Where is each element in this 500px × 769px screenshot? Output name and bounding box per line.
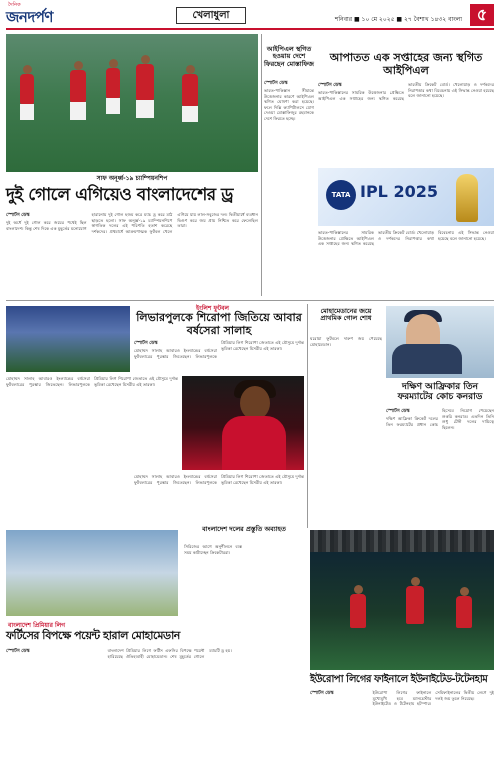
side-story-headline: আইপিএল স্থগিত হওয়ায় দেশে ফিরছেন মোস্তাফিজ — [264, 45, 314, 68]
europa-headline: ইউরোপা লিগের ফাইনালে ইউনাইটেড-টটেনহাম — [310, 674, 488, 685]
player-figure — [70, 70, 86, 102]
salah-headline: লিভারপুলকে শিরোপা জিতিয়ে আবার বর্ষসেরা সালাহ — [136, 311, 302, 337]
side-story-text: ভারত-পাকিস্তান সীমান্তে উত্তেজনার কারণে আইপিএল স্থগিত ঘোষণা করা হয়েছে। ফলে দিল্লি ক্যাপিটালসে যোগ দেওয়া মোস্তাফিজুর রহমানকে দেশে ফিরতে হচ্ছে। — [264, 88, 314, 121]
players-photo — [6, 306, 130, 372]
coach-photo — [386, 306, 494, 378]
salah-body — [134, 340, 304, 374]
cricket-body — [184, 544, 304, 644]
ipl-banner — [318, 168, 494, 226]
ipl-wordmark: IPL 2025 — [360, 182, 438, 201]
fortis-headline: ফর্টিসের বিপক্ষে পয়েন্ট হারাল মোহামেডান — [6, 629, 180, 642]
newspaper-logo: জনদর্পণ — [6, 8, 54, 26]
fortis-body — [6, 648, 306, 764]
salah-text-left: মোহাম্মদ সালাহ আবারও ইংল্যান্ডের বর্ষসেরা ফুটবলারের পুরস্কার জিতেছেন। লিভারপুলকে প্রিমিয়ার লিগ শিরোপা জেতাতে এই মৌসুমে দুর্দান্ত ভূমিকা রেখেছেন মিসরীয় এই তারকা। — [6, 376, 178, 387]
column-rule — [261, 34, 262, 296]
salah-face — [240, 386, 270, 420]
player-figure — [350, 594, 366, 628]
side-story-byline: স্পোর্টস ডেস্ক — [264, 81, 288, 86]
europa-body — [310, 690, 494, 764]
europa-photo — [310, 530, 494, 670]
fortis-byline: স্পোর্টস ডেস্ক — [6, 649, 30, 654]
player-shorts — [136, 100, 154, 118]
salah-text-bottom: মোহাম্মদ সালাহ আবারও ইংল্যান্ডের বর্ষসেরা ফুটবলারের পুরস্কার জিতেছেন। লিভারপুলকে প্রিমিয়ার লিগ শিরোপা জেতাতে এই মৌসুমে দুর্দান্ত ভূমিকা রেখেছেন মিসরীয় এই তারকা। — [134, 474, 304, 485]
coach-jacket — [392, 344, 462, 374]
crowd-strip — [310, 530, 494, 552]
player-figure — [106, 68, 120, 98]
lead-byline: স্পোর্টস ডেস্ক — [6, 213, 30, 218]
salah-text: মোহাম্মদ সালাহ আবারও ইংল্যান্ডের বর্ষসেরা ফুটবলারের পুরস্কার জিতেছেন। লিভারপুলকে প্রিমিয়ার লিগ শিরোপা জেতাতে এই মৌসুমে দুর্দান্ত ভূমিকা রেখেছেন মিসরীয় এই তারকা। — [134, 340, 304, 359]
trophy-icon — [456, 174, 478, 222]
section-tab: খেলাধুলা — [176, 7, 246, 24]
player-shorts — [182, 106, 198, 122]
salah-byline: স্পোর্টস ডেস্ক — [134, 341, 158, 346]
player-shorts — [70, 102, 86, 120]
player-figure — [182, 74, 198, 106]
coach-byline: স্পোর্টস ডেস্ক — [386, 409, 410, 414]
ipl-text-continued: ভারত-পাকিস্তানের সামরিক উত্তেজনার প্রেক্ষিতে আইপিএল এক সপ্তাহের জন্য স্থগিত করেছে ভারতীয় ক্রিকেট বোর্ড। খেলোয়াড় ও দর্শকদের নিরাপত্তার কথা বিবেচনায় এই সিদ্ধান্ত নেওয়া হয়েছে বলে জানানো হয়েছে। — [318, 230, 494, 247]
ipl-headline: আপাতত এক সপ্তাহের জন্য স্থগিত আইপিএল — [329, 51, 483, 77]
ipl-body — [318, 82, 494, 164]
lead-photo — [6, 34, 258, 172]
ipl-body-continued — [318, 230, 494, 296]
cricket-text: সিরিজের আগে অনুশীলনে ব্যস্ত সময় কাটাচ্ছেন ক্রিকেটাররা। — [184, 544, 242, 555]
lead-body — [6, 212, 258, 296]
fortis-section-label: বাংলাদেশ প্রিমিয়ার লিগ — [8, 622, 66, 629]
dateline: শনিবার ■ ১০ মে ২০২৫ ■ ২৭ বৈশাখ ১৪৩২ বাংলা — [334, 16, 462, 23]
player-figure — [20, 74, 34, 104]
salah-body-bottom — [134, 474, 304, 524]
masthead — [6, 4, 494, 30]
ipl-logo: TATA — [326, 180, 356, 210]
lead-headline: দুই গোলে এগিয়েও বাংলাদেশের ড্র — [6, 185, 233, 205]
cricket-headline: বাংলাদেশ দলের প্রস্তুতি অব্যাহত — [202, 525, 286, 533]
brand-prefix: দৈনিক — [8, 2, 21, 8]
small-story-text: ঘরোয়া ফুটবলে দারুণ জয় পেয়েছে মোহামেডান। — [310, 336, 382, 347]
small-story-body — [310, 336, 382, 524]
player-figure — [136, 64, 154, 100]
coach-body — [386, 408, 494, 526]
lead-text: দুই অর্ধে দুই গোল করে জয়ের পথেই ছিল বাংলাদেশ। কিন্তু শেষ দিকে এক মুহূর্তের মনোযোগ হারানোয় দুই গোল হজম করে ম্যাচ ড্র করে মাঠ ছাড়তে হলো। সাফ অনূর্ধ্ব-১৯ চ্যাম্পিয়নশিপে স্বাগতিক দলের এই পরিণতি হতাশ করেছে দর্শকদের। প্রথমার্ধে আক্রমণাত্মক ফুটবল খেলে এগিয়ে যায় লাল-সবুজের দল। দ্বিতীয়ার্ধে ব্যবধান দ্বিগুণ করে জয় প্রায় নিশ্চিত করে ফেলেছিল তারা। — [6, 212, 258, 234]
player-shorts — [20, 104, 34, 120]
ipl-byline: স্পোর্টস ডেস্ক — [318, 83, 342, 88]
player-shorts — [106, 98, 120, 114]
lead-kicker: সাফ অনূর্ধ্ব-১৯ চ্যাম্পিয়নশিপ — [6, 174, 258, 184]
europa-text: ইউরোপা লিগের ফাইনালে মুখোমুখি হবে ম্যানচেস্টার ইউনাইটেড ও টটেনহাম হটস্পার। সেমিফাইনালের দ্বিতীয় লেগে দুই দলই জয় তুলে নিয়েছে। — [372, 690, 494, 707]
europa-byline: স্পোর্টস ডেস্ক — [310, 691, 334, 696]
cricket-photo — [6, 530, 178, 616]
salah-jersey — [222, 416, 286, 470]
small-story-headline: মোহামেডানের জয়ে প্রাথমিক গোল শোধ — [320, 307, 372, 323]
salah-photo — [182, 376, 304, 470]
section-rule — [6, 300, 494, 301]
player-figure — [406, 586, 424, 624]
coach-text: দক্ষিণ আফ্রিকা ক্রিকেট দলের তিন ফরম্যাটের প্রধান কোচ হিসেবে নিয়োগ পেয়েছেন শুকরি কনরাড। এতদিন তিনি শুধু টেস্ট দলের দায়িত্বে ছিলেন। — [386, 408, 494, 430]
salah-section-label: ইংলিশ ফুটবল — [196, 305, 229, 312]
page-number: ৫ — [470, 4, 494, 26]
player-figure — [456, 596, 472, 628]
side-story-body — [264, 80, 314, 294]
fortis-text: বাংলাদেশ প্রিমিয়ার লিগে ফর্টিস এফসির বিপক্ষে পয়েন্ট হারিয়েছে ঐতিহ্যবাহী মোহামেডান। শেষ মুহূর্তের গোলে ম্যাচটি ড্র হয়। — [107, 648, 232, 659]
coach-headline: দক্ষিণ আফ্রিকার তিন ফরম্যাটের কোচ কনরাড — [397, 382, 483, 403]
column-rule — [307, 304, 308, 528]
ipl-text: ভারত-পাকিস্তানের সামরিক উত্তেজনার প্রেক্ষিতে আইপিএল এক সপ্তাহের জন্য স্থগিত করেছে ভারতীয় ক্রিকেট বোর্ড। খেলোয়াড় ও দর্শকদের নিরাপত্তার কথা বিবেচনায় এই সিদ্ধান্ত নেওয়া হয়েছে বলে জানানো হয়েছে। — [318, 82, 494, 101]
